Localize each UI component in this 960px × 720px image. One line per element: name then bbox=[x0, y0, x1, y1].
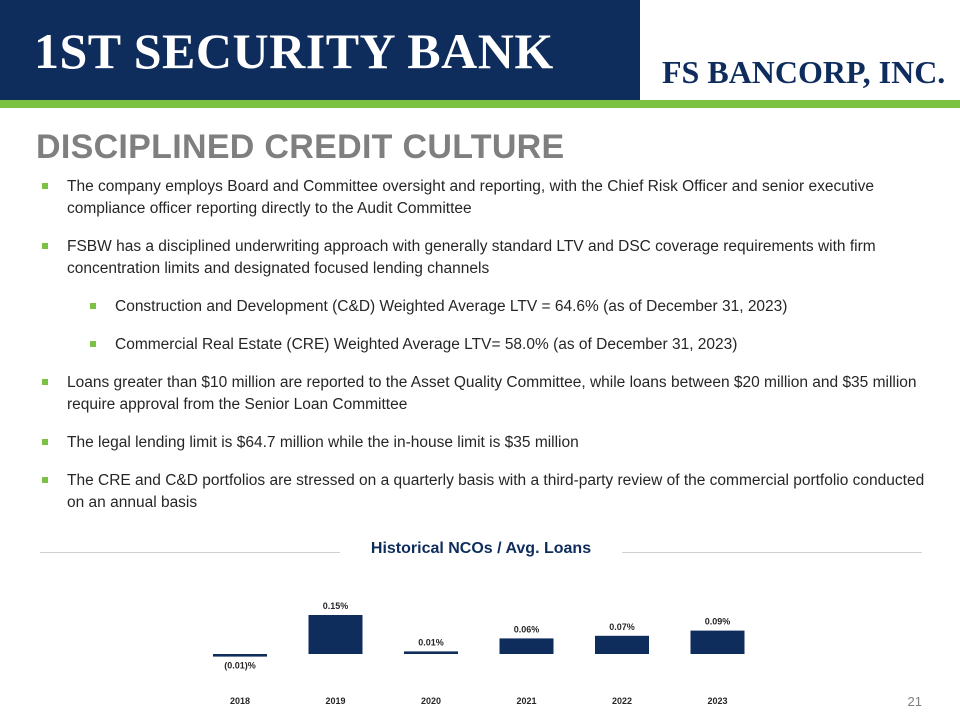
data-label-2019: 0.15% bbox=[322, 601, 349, 611]
bar-2022 bbox=[595, 636, 649, 654]
bullet-item bbox=[42, 470, 932, 514]
bullet-text: FSBW has a disciplined underwriting approach with generally standard LTV and DSC coverage requirements with firm concentration limits and designated focused lending channels bbox=[67, 238, 876, 277]
bar-2018 bbox=[213, 654, 267, 657]
x-tick-2020: 2020 bbox=[420, 696, 442, 706]
bullet-square-icon bbox=[42, 477, 48, 483]
bar-2020 bbox=[404, 651, 458, 654]
bullet-item bbox=[42, 236, 932, 280]
bullet-square-icon bbox=[42, 379, 48, 385]
bar-2019 bbox=[309, 615, 363, 654]
chart-title-rule-right bbox=[622, 552, 922, 553]
bullet-item bbox=[42, 432, 932, 454]
chart-header bbox=[40, 540, 922, 564]
bullet-square-icon bbox=[90, 303, 96, 309]
chart-title: Historical NCOs / Avg. Loans bbox=[370, 540, 592, 557]
bullet-text: Construction and Development (C&D) Weighted Average LTV = 64.6% (as of December 31, 2023) bbox=[115, 298, 788, 315]
page-number: 21 bbox=[907, 694, 922, 709]
data-label-2020: 0.01% bbox=[418, 637, 444, 648]
bullet-square-icon bbox=[42, 183, 48, 189]
sub-bullet-item bbox=[42, 296, 932, 318]
bullet-text: The CRE and C&D portfolios are stressed on a quarterly basis with a third-party review of the commercial portfolio conducted on an annual basis bbox=[67, 472, 925, 511]
bullet-text: The company employs Board and Committee oversight and reporting, with the Chief Risk Officer and senior executive compliance officer reporting directly to the Audit Committee bbox=[67, 178, 874, 217]
x-tick-2021: 2021 bbox=[516, 696, 537, 706]
x-tick-2018: 2018 bbox=[229, 696, 251, 706]
bullet-text: Loans greater than $10 million are reported to the Asset Quality Committee, while loans between $20 million and $35 million require approval from the Senior Loan Committee bbox=[67, 374, 917, 413]
bullet-square-icon bbox=[42, 243, 48, 249]
data-label-2023: 0.09% bbox=[704, 616, 731, 627]
data-label-2018: (0.01)% bbox=[224, 660, 256, 671]
data-label-2022: 0.07% bbox=[609, 621, 635, 632]
header-accent-bar bbox=[0, 100, 960, 108]
bullet-square-icon bbox=[42, 439, 48, 445]
nco-bar-chart bbox=[0, 580, 960, 710]
bullet-item bbox=[42, 372, 932, 416]
x-tick-2022: 2022 bbox=[611, 696, 633, 706]
bullet-square-icon bbox=[90, 341, 96, 347]
fs-bancorp-logo: FS BANCORP, INC. bbox=[662, 54, 946, 90]
first-security-bank-logo: 1ST SECURITY BANK bbox=[34, 23, 554, 79]
x-tick-2019: 2019 bbox=[325, 696, 346, 706]
page-title: DISCIPLINED CREDIT CULTURE bbox=[36, 128, 565, 166]
sub-bullet-item bbox=[42, 334, 932, 356]
bullet-text: The legal lending limit is $64.7 million while the in-house limit is $35 million bbox=[67, 434, 579, 451]
bar-2023 bbox=[691, 631, 745, 654]
data-label-2021: 0.06% bbox=[513, 624, 540, 635]
x-tick-2023: 2023 bbox=[707, 696, 728, 706]
bar-2021 bbox=[500, 638, 554, 654]
bullet-item bbox=[42, 176, 932, 220]
bullet-list bbox=[42, 176, 932, 514]
bullet-text: Commercial Real Estate (CRE) Weighted Average LTV= 58.0% (as of December 31, 2023) bbox=[115, 336, 738, 353]
